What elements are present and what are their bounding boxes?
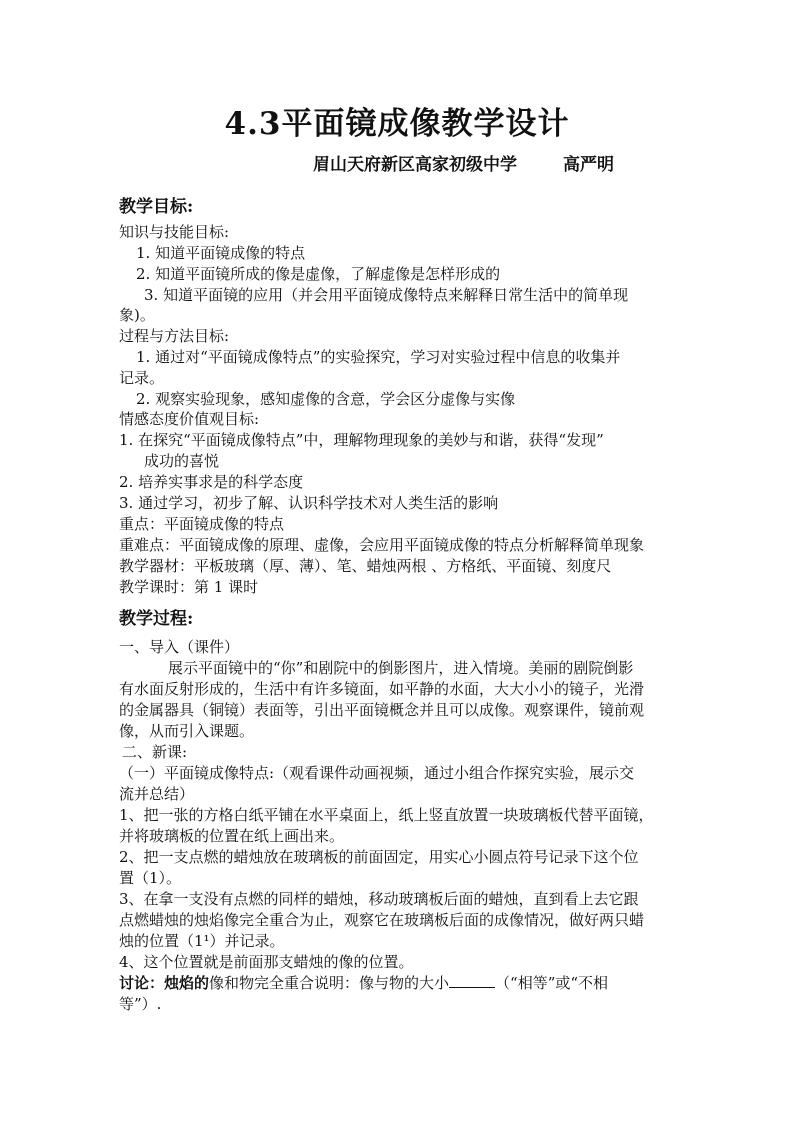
- key-point: 重点：平面镜成像的特点: [119, 515, 285, 533]
- section-1-line-1: （一）平面镜成像特点:（观看课件动画视频，通过小组合作探究实验，展示交: [119, 764, 635, 782]
- author-line: [313, 150, 614, 175]
- discussion-end: 等”）.: [119, 995, 162, 1013]
- discussion-text: 像和物完全重合说明：像与物的大小: [209, 974, 450, 992]
- emotion-item-3: 3. 通过学习，初步了解、认识科学技术对人类生活的影响: [119, 494, 499, 512]
- process-section-heading: 教学过程:: [119, 609, 194, 629]
- step-2-line-1: 2、把一支点燃的蜡烛放在玻璃板的前面固定，用实心小圆点符号记录下这个位: [119, 848, 639, 866]
- intro-line-2: 有水面反射形成的，生活中有许多镜面，如平静的水面，大大小小的镜子，光滑: [119, 680, 645, 698]
- knowledge-item-3: 3. 知道平面镜的应用（并会用平面镜成像特点来解释日常生活中的简单现: [144, 286, 629, 304]
- step-2-line-2: 置（1）。: [119, 869, 182, 887]
- difficult-point: 重难点：平面镜成像的原理、虚像，会应用平面镜成像的特点分析解释简单现象: [119, 536, 645, 554]
- emotion-item-2: 2. 培养实事求是的科学态度: [119, 473, 304, 491]
- intro-line-1: 展示平面镜中的“你”和剧院中的倒影图片，进入情境。美丽的剧院倒影: [168, 659, 634, 677]
- discussion-line: [119, 973, 679, 993]
- page-title: 4.3平面镜成像教学设计: [224, 106, 570, 142]
- discussion-tail: （“相等”或“不相: [495, 974, 609, 992]
- intro-line-3: 的金属器具（铜镜）表面等，引出平面镜概念并且可以成像。观察课件，镜前观: [119, 701, 645, 719]
- emotion-item-1: 1. 在探究“平面镜成像特点”中，理解物理现象的美妙与和谐，获得“发现”: [119, 431, 604, 449]
- step-3-line-1: 3、在拿一支没有点燃的同样的蜡烛，移动玻璃板后面的蜡烛，直到看上去它跟: [119, 890, 639, 908]
- knowledge-heading: 知识与技能目标:: [119, 223, 230, 241]
- process-item-1: 1. 通过对“平面镜成像特点”的实验探究，学习对实验过程中信息的收集并: [136, 348, 621, 366]
- equipment: 教学器材：平板玻璃（厚、薄）、笔、蜡烛两根 、方格纸、平面镜、刻度尺: [119, 557, 612, 575]
- knowledge-item-2: 2. 知道平面镜所成的像是虚像，了解虚像是怎样形成的: [136, 265, 501, 283]
- answer-blank[interactable]: [449, 973, 495, 988]
- objectives-heading: 教学目标:: [119, 197, 194, 217]
- section-1-line-2: 流并总结）: [119, 785, 195, 803]
- step-4: 4、这个位置就是前面那支蜡烛的像的位置。: [119, 953, 414, 971]
- knowledge-item-3-cont: 象)。: [119, 306, 155, 324]
- step-1-line-2: 并将玻璃板的位置在纸上画出来。: [119, 827, 345, 845]
- process-heading: 过程与方法目标:: [119, 327, 230, 345]
- intro-heading: 一、导入（课件）: [119, 638, 240, 656]
- author-name: 高严明: [563, 155, 614, 175]
- class-hours: 教学课时：第 1 课时: [119, 578, 259, 596]
- new-lesson-heading: 二、新课:: [122, 743, 188, 761]
- author-school: 眉山天府新区高家初级中学: [313, 155, 517, 175]
- step-3-line-2: 点燃蜡烛的烛焰像完全重合为止，观察它在玻璃板后面的成像情况，做好两只蜡: [119, 911, 645, 929]
- emotion-heading: 情感态度价值观目标:: [119, 410, 260, 428]
- emotion-item-1-cont: 成功的喜悦: [144, 452, 220, 470]
- step-3-line-3: 烛的位置（1¹）并记录。: [119, 932, 285, 950]
- knowledge-item-1: 1. 知道平面镜成像的特点: [136, 244, 306, 262]
- intro-line-4: 像，从而引入课题。: [119, 722, 255, 740]
- discussion-label: 讨论：烛焰的: [119, 974, 210, 992]
- process-item-1-cont: 记录。: [119, 369, 165, 387]
- step-1-line-1: 1、把一张的方格白纸平铺在水平桌面上，纸上竖直放置一块玻璃板代替平面镜，: [119, 806, 654, 824]
- process-item-2: 2. 观察实验现象，感知虚像的含意，学会区分虚像与实像: [136, 390, 516, 408]
